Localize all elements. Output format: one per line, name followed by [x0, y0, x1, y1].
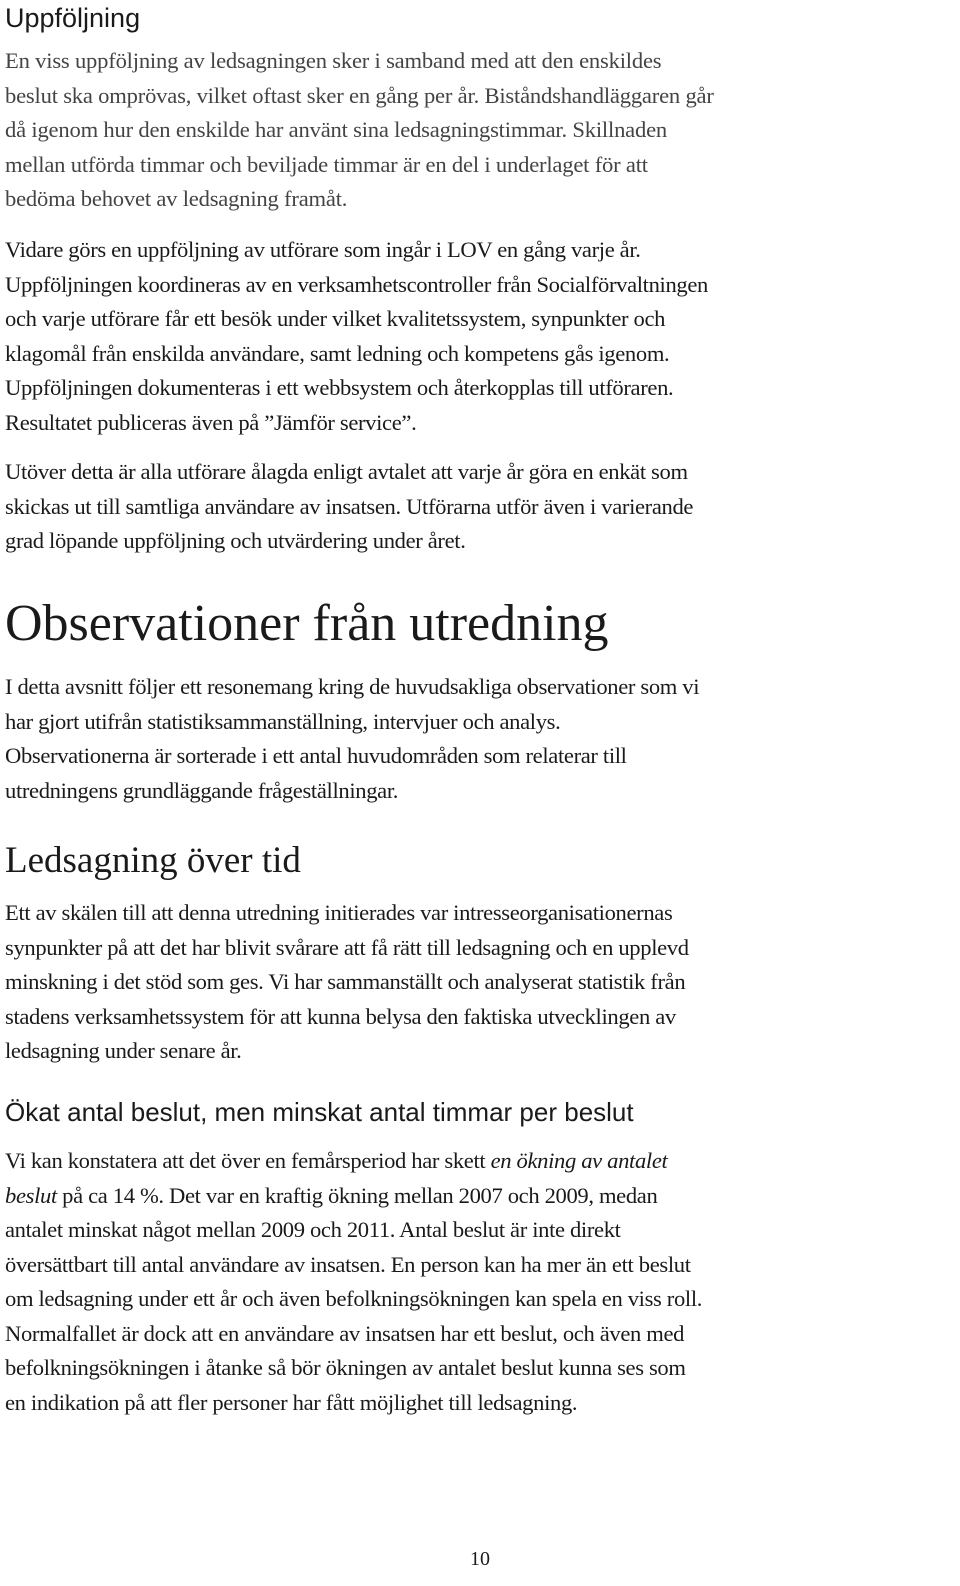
text-run: på ca 14 %. Det var en kraftig ökning mellan 2007 och 2009, medan — [56, 1182, 658, 1208]
text-line: har gjort utifrån statistiksammanställning, intervjuer och analys. — [5, 708, 561, 734]
emphasis-text: beslut — [5, 1182, 57, 1208]
text-line: I detta avsnitt följer ett resonemang kring de huvudsakliga observationer som vi — [5, 674, 700, 699]
text-line: Uppföljningen dokumenteras i ett webbsystem och återkopplas till utföraren. — [5, 375, 674, 400]
paragraph-uppfoljning-2 — [5, 233, 950, 440]
text-line: Normalfallet är dock att en användare av insatsen har ett beslut, och även med — [5, 1320, 685, 1346]
heading-uppfoljning: Uppföljning — [5, 3, 141, 33]
text-line: Observationerna är sorterade i ett antal huvudområden som relaterar till — [5, 743, 627, 768]
text-line: En viss uppföljning av ledsagningen sker i samband med att den enskildes — [5, 48, 662, 73]
emphasis-text: en ökning av antalet — [490, 1148, 668, 1173]
heading-ledsagning-over-tid: Ledsagning över tid — [5, 840, 301, 881]
text-line: översättbart till antal användare av insatsen. En person kan ha mer än ett beslut — [5, 1251, 691, 1277]
text-line: Vidare görs en uppföljning av utförare som ingår i LOV en gång varje år. — [5, 237, 641, 262]
heading-okat-antal-beslut: Ökat antal beslut, men minskat antal timmar per beslut — [5, 1097, 634, 1127]
text-line: beslut ska omprövas, vilket oftast sker en gång per år. Biståndshandläggaren går — [5, 82, 714, 108]
text-line: en indikation på att fler personer har fått möjlighet till ledsagning. — [5, 1389, 578, 1415]
paragraph-ledsagning — [5, 896, 950, 1069]
paragraph-uppfoljning-3 — [5, 455, 950, 559]
text-line: antalet minskat något mellan 2009 och 2011. Antal beslut är inte direkt — [5, 1217, 621, 1242]
text-line: bedöma behovet av ledsagning framåt. — [5, 186, 348, 211]
text-line: skickas ut till samtliga användare av insatsen. Utförarna utför även i varierande — [5, 493, 694, 519]
text-line: och varje utförare får ett besök under vilket kvalitetssystem, synpunkter och — [5, 306, 666, 331]
text-line — [5, 1144, 950, 1179]
paragraph-uppfoljning-1 — [5, 44, 950, 217]
text-line: utredningens grundläggande frågeställningar. — [5, 777, 399, 803]
text-line: mellan utförda timmar och beviljade timmar är en del i underlaget för att — [5, 151, 648, 177]
text-line: ledsagning under senare år. — [5, 1038, 242, 1063]
heading-observationer: Observationer från utredning — [5, 595, 609, 652]
text-line: om ledsagning under ett år och även befolkningsökningen kan spela en viss roll. — [5, 1286, 703, 1311]
text-line: klagomål från enskilda användare, samt ledning och kompetens gås igenom. — [5, 340, 670, 366]
text-line: Utöver detta är alla utförare ålagda enligt avtalet att varje år göra en enkät som — [5, 459, 688, 484]
text-line: Resultatet publiceras även på ”Jämför service”. — [5, 409, 417, 435]
text-line: då igenom hur den enskilde har använt sina ledsagningstimmar. Skillnaden — [5, 117, 668, 142]
page-number: 10 — [470, 1548, 490, 1570]
paragraph-observationer — [5, 670, 950, 808]
text-line: Ett av skälen till att denna utredning initierades var intresseorganisationernas — [5, 900, 673, 925]
text-line: synpunkter på att det har blivit svårare att få rätt till ledsagning och en upplevd — [5, 934, 689, 960]
text-line: befolkningsökningen i åtanke så bör ökningen av antalet beslut kunna ses som — [5, 1355, 686, 1380]
text-run: Vi kan konstatera att det över en femårsperiod har skett — [5, 1148, 491, 1173]
text-line: stadens verksamhetssystem för att kunna belysa den faktiska utvecklingen av — [5, 1003, 676, 1029]
text-line: minskning i det stöd som ges. Vi har sammanställt och analyserat statistik från — [5, 969, 686, 994]
paragraph-okat-antal-beslut — [5, 1144, 950, 1420]
text-line: Uppföljningen koordineras av en verksamhetscontroller från Socialförvaltningen — [5, 271, 709, 297]
text-line — [5, 1179, 950, 1214]
text-line: grad löpande uppföljning och utvärdering under året. — [5, 528, 466, 553]
